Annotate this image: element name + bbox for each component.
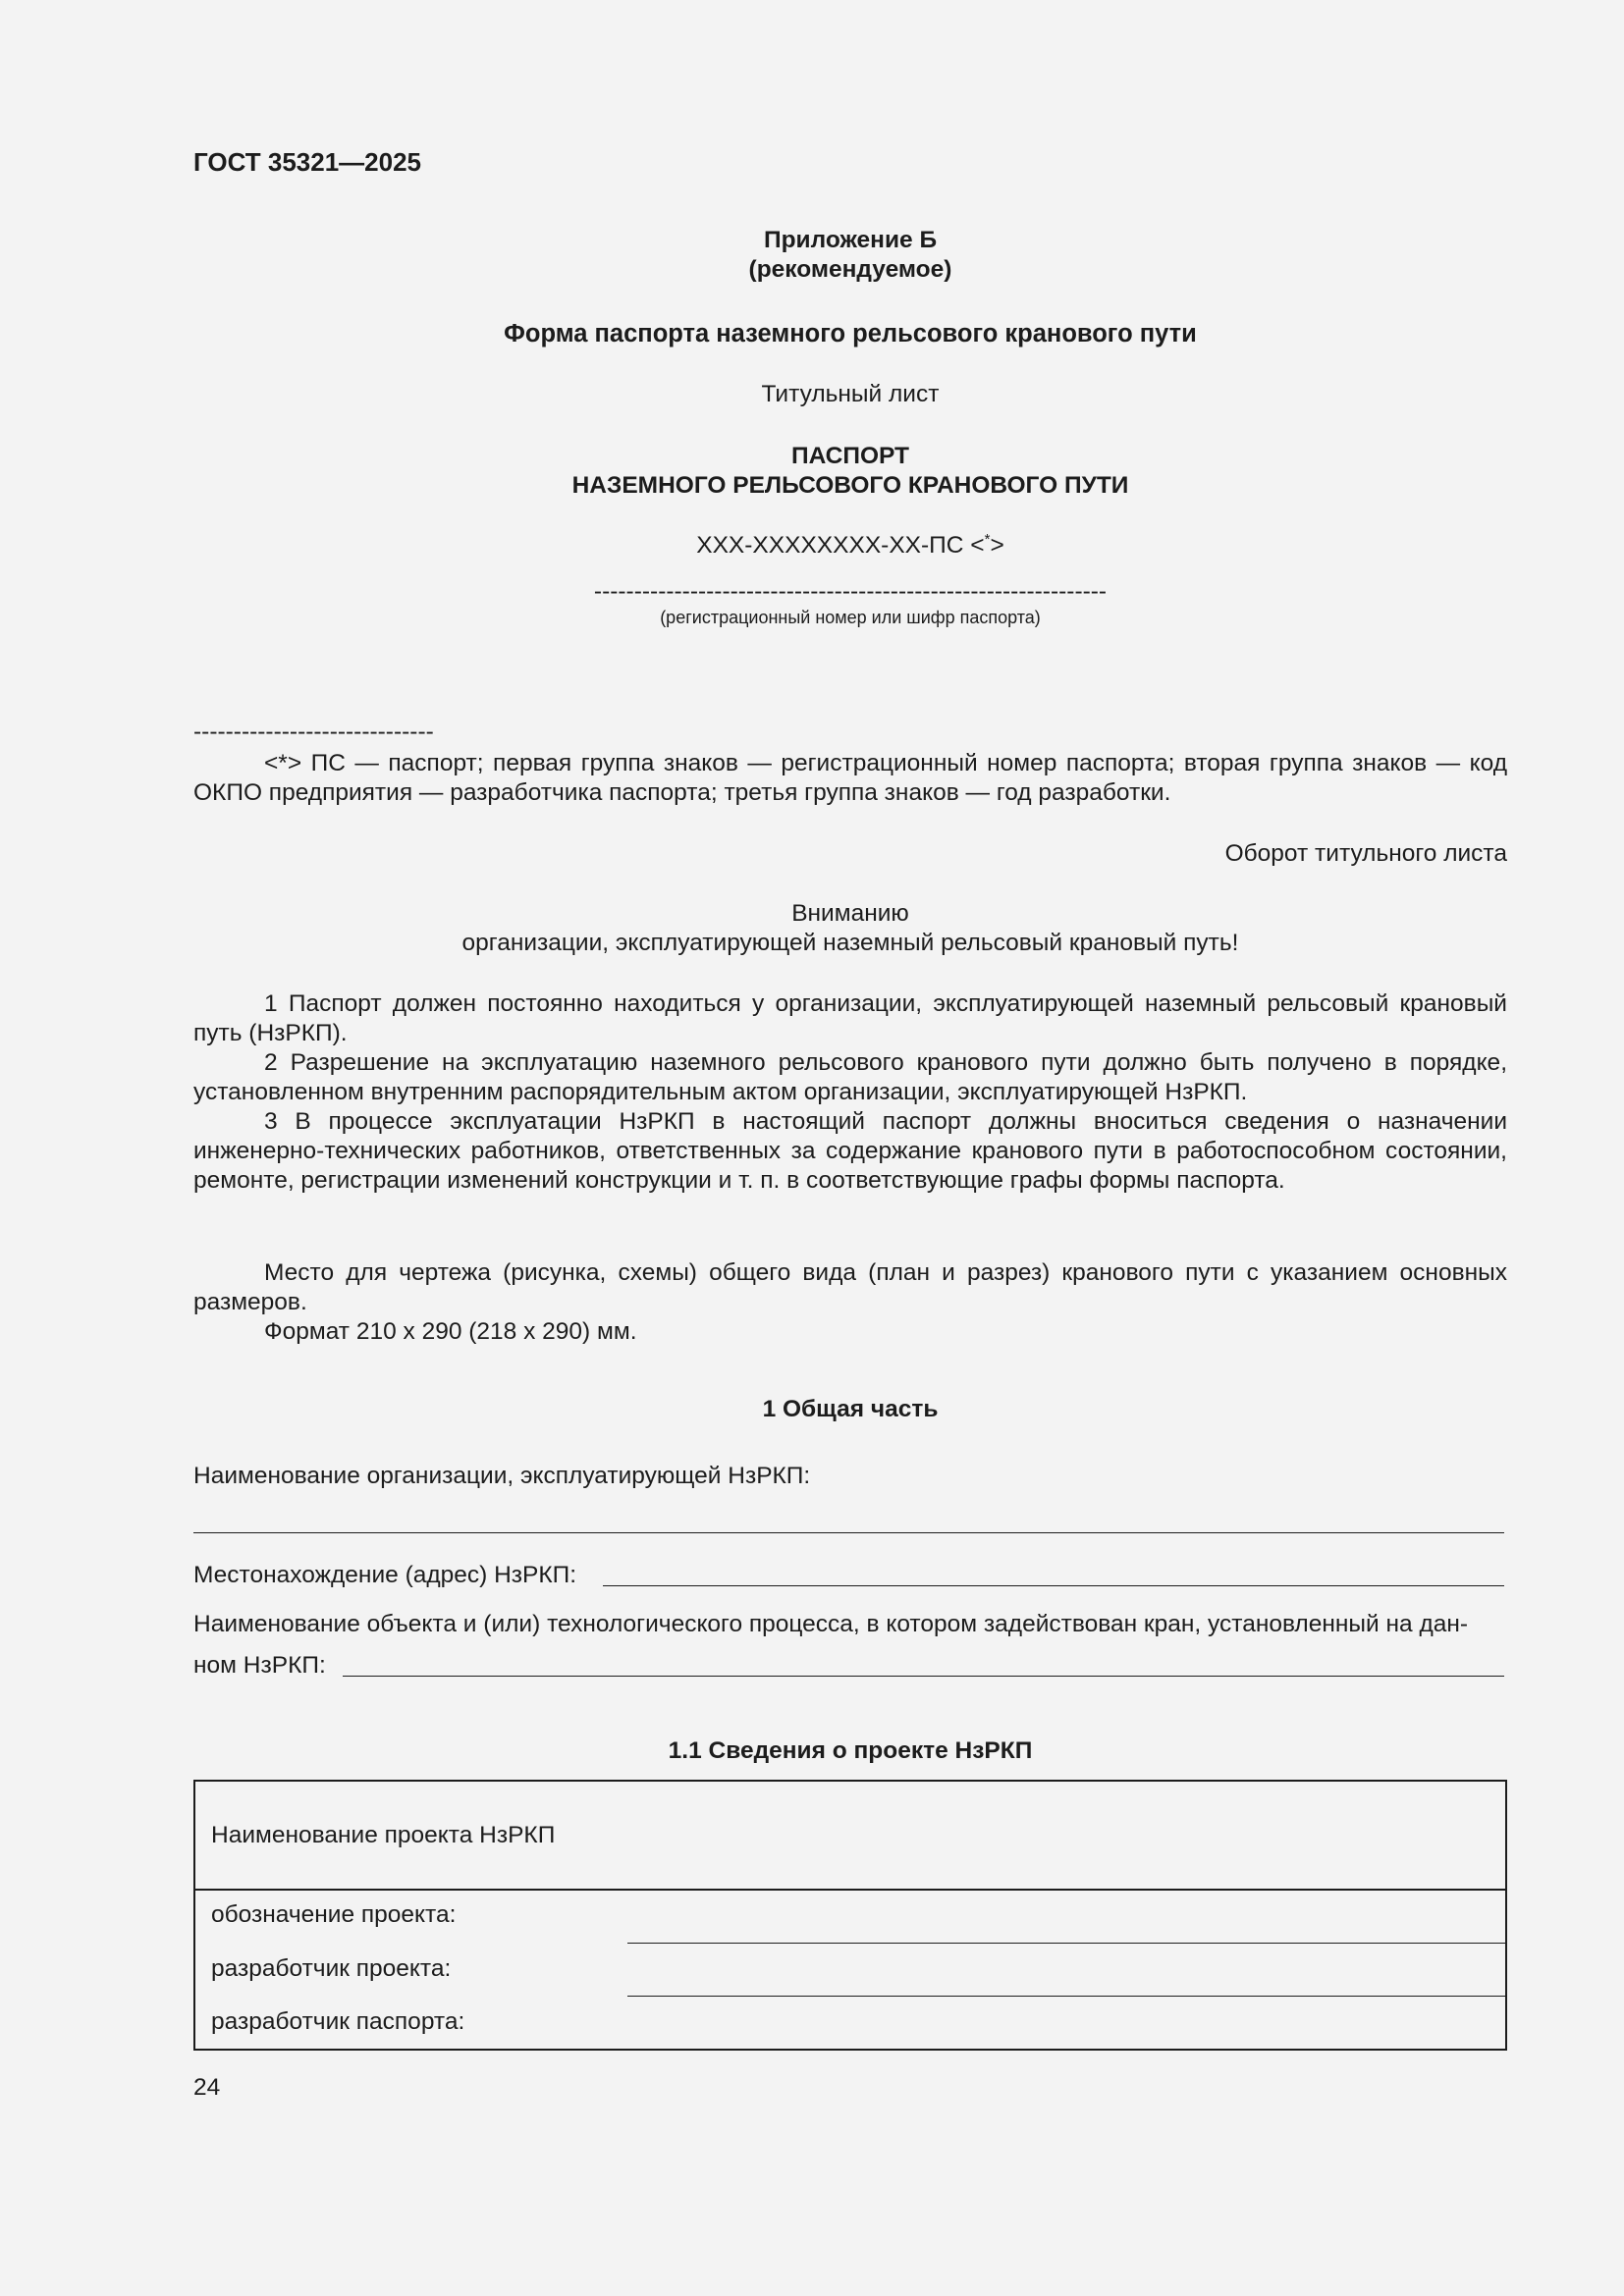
passport-code-end: >: [990, 532, 1004, 559]
org-name-field-line[interactable]: [193, 1532, 1504, 1533]
project-info-table: [193, 1780, 1507, 2051]
title-sheet-label: Титульный лист: [761, 381, 940, 407]
passport-developer-label: разработчик паспорта:: [211, 2008, 465, 2035]
drawing-placeholder-text: Место для чертежа (рисунка, схемы) общего вида (план и разрез) кранового пути с указанием основных размеров.: [193, 1259, 1507, 1315]
rule-item-3: 3 В процессе эксплуатации НзРКП в настоящий паспорт должны вноситься сведения о назначении инженерно-технических работников, ответственных за содержание кранового пути в работоспособном состоянии, ремонте, регистрации изменений конструкции и т. п. в соответствующие графы формы паспорта.: [193, 1108, 1507, 1194]
passport-code: [193, 531, 1507, 561]
project-name-label: Наименование проекта НзРКП: [211, 1822, 556, 1848]
reg-number-caption: (регистрационный номер или шифр паспорта): [660, 608, 1041, 627]
section-1-1-title: 1.1 Сведения о проекте НзРКП: [668, 1737, 1033, 1764]
project-designation-label: обозначение проекта:: [211, 1901, 457, 1928]
appendix-status: (рекомендуемое): [748, 256, 952, 283]
object-label-line1: Наименование объекта и (или) технологического процесса, в котором задействован кран, установленный на дан-: [193, 1611, 1469, 1637]
project-developer-field-line[interactable]: [627, 1996, 1505, 1997]
reg-number-line: ----------------------------------------------------------------: [593, 578, 1108, 605]
table-divider: [195, 1889, 1505, 1891]
form-title: Форма паспорта наземного рельсового кранового пути: [504, 320, 1197, 347]
footnote-text: <*> ПС — паспорт; первая группа знаков — регистрационный номер паспорта; вторая группа знаков — код ОКПО предприятия — разработчика паспорта; третья группа знаков — год разработки.: [193, 750, 1507, 806]
footnote-rule: ------------------------------: [193, 719, 434, 745]
passport-title: ПАСПОРТ: [790, 443, 910, 469]
section-1-title: 1 Общая часть: [762, 1396, 939, 1422]
standard-header: ГОСТ 35321—2025: [193, 147, 421, 177]
project-developer-label: разработчик проекта:: [211, 1955, 452, 1982]
reverse-title: Оборот титульного листа: [1224, 840, 1507, 867]
page-number: 24: [193, 2074, 221, 2101]
rule-item-1: 1 Паспорт должен постоянно находиться у организации, эксплуатирующей наземный рельсовый крановый путь (НзРКП).: [193, 990, 1507, 1046]
rule-item-2: 2 Разрешение на эксплуатацию наземного рельсового кранового пути должно быть получено в порядке, установленном внутренним распорядительным актом организации, эксплуатирующей НзРКП.: [193, 1049, 1507, 1105]
passport-code-footnote-mark: *: [984, 530, 991, 548]
attention-heading: Вниманию: [791, 900, 909, 927]
object-field-line[interactable]: [343, 1676, 1504, 1677]
passport-code-text: ХХХ-ХХХХХХХХ-ХХ-ПС <: [696, 532, 985, 559]
attention-subheading: организации, эксплуатирующей наземный рельсовый крановый путь!: [461, 930, 1239, 956]
project-designation-field-line[interactable]: [627, 1943, 1505, 1944]
address-label: Местонахождение (адрес) НзРКП:: [193, 1562, 577, 1588]
address-field-line[interactable]: [603, 1585, 1504, 1586]
passport-subtitle: НАЗЕМНОГО РЕЛЬСОВОГО КРАНОВОГО ПУТИ: [571, 472, 1129, 499]
appendix-title: Приложение Б: [763, 227, 938, 253]
org-name-label: Наименование организации, эксплуатирующей НзРКП:: [193, 1463, 811, 1489]
format-text: Формат 210 х 290 (218 х 290) мм.: [264, 1318, 637, 1345]
object-label-line2: ном НзРКП:: [193, 1652, 326, 1679]
